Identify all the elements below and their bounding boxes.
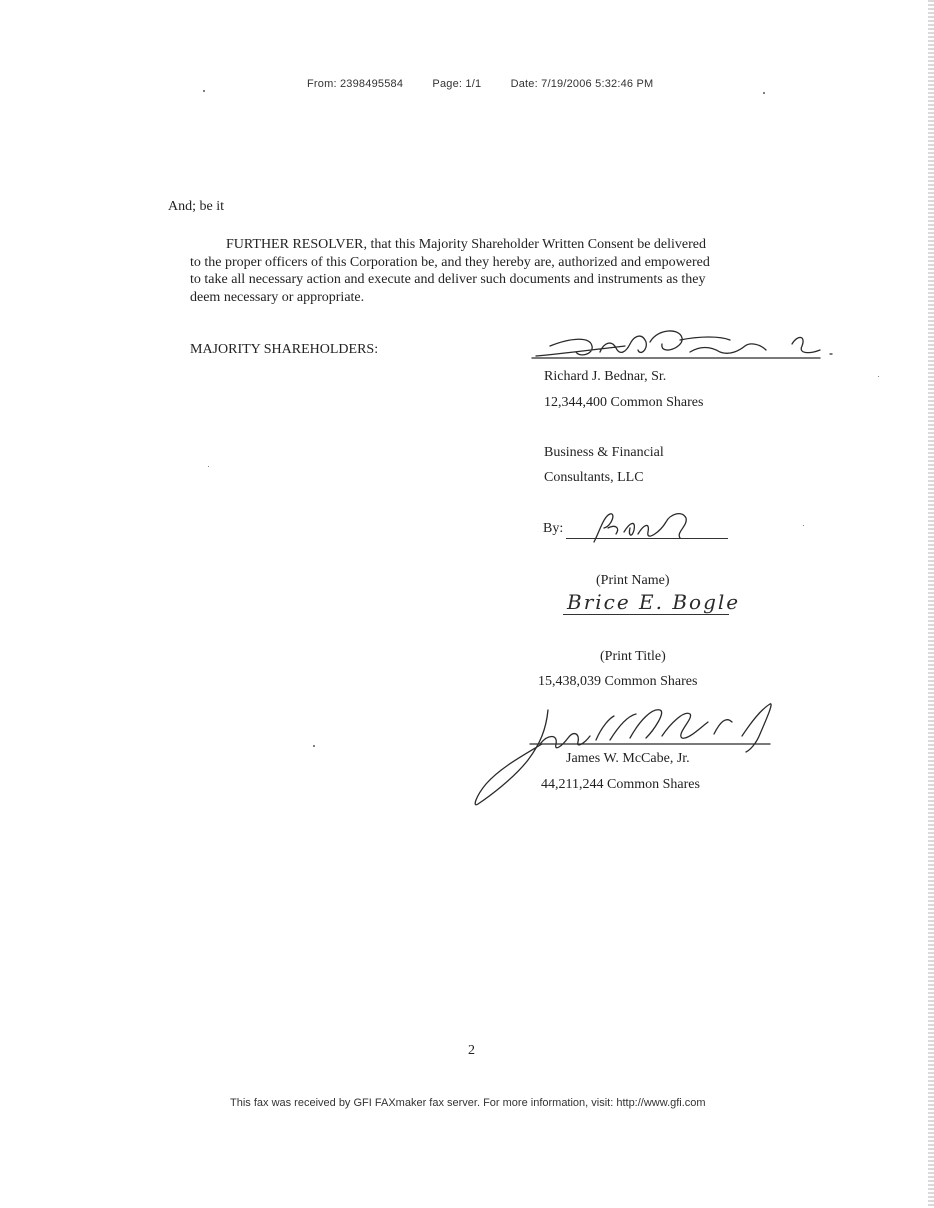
page-number: 2 bbox=[468, 1043, 475, 1058]
fax-date: Date: 7/19/2006 5:32:46 PM bbox=[510, 78, 654, 90]
signature-richard-bednar bbox=[530, 322, 840, 372]
resolution-line: to take all necessary action and execute and deliver such documents and instruments as they bbox=[190, 272, 706, 287]
print-name-label: (Print Name) bbox=[596, 573, 670, 588]
scan-speck bbox=[208, 466, 209, 467]
fax-page-count: Page: 1/1 bbox=[432, 78, 482, 90]
by-label: By: bbox=[543, 521, 564, 536]
fax-footer: This fax was received by GFI FAXmaker fax server. For more information, visit: http://www.gfi.com bbox=[230, 1097, 706, 1109]
fax-from: From: 2398495584 bbox=[307, 78, 404, 90]
print-name-value: Brice E. Bogle bbox=[567, 590, 741, 614]
signature-brice-bogle bbox=[590, 508, 700, 548]
signatory-name: James W. McCabe, Jr. bbox=[566, 751, 690, 766]
signatory-name: Richard J. Bednar, Sr. bbox=[544, 369, 667, 384]
resolution-line: FURTHER RESOLVER, that this Majority Shareholder Written Consent be delivered bbox=[226, 237, 706, 252]
print-name-line bbox=[563, 614, 729, 615]
scan-speck bbox=[878, 376, 879, 377]
signatory-shares: 12,344,400 Common Shares bbox=[544, 395, 704, 410]
signatory-shares: 15,438,039 Common Shares bbox=[538, 674, 698, 689]
signatory-shares: 44,211,244 Common Shares bbox=[541, 777, 700, 792]
intro-text: And; be it bbox=[168, 199, 224, 214]
scan-edge bbox=[928, 0, 934, 1208]
scan-speck bbox=[313, 745, 315, 747]
entity-name-line2: Consultants, LLC bbox=[544, 470, 644, 485]
resolution-paragraph bbox=[190, 236, 792, 306]
scan-speck bbox=[763, 92, 765, 94]
resolution-line: to the proper officers of this Corporation be, and they hereby are, authorized and empowered bbox=[190, 254, 710, 270]
print-title-label: (Print Title) bbox=[600, 649, 666, 664]
scan-speck bbox=[203, 90, 205, 92]
resolution-line: deem necessary or appropriate. bbox=[190, 289, 365, 305]
entity-name-line1: Business & Financial bbox=[544, 445, 664, 460]
fax-header bbox=[307, 78, 679, 90]
shareholders-heading: MAJORITY SHAREHOLDERS: bbox=[190, 342, 379, 357]
scan-speck bbox=[803, 525, 804, 526]
